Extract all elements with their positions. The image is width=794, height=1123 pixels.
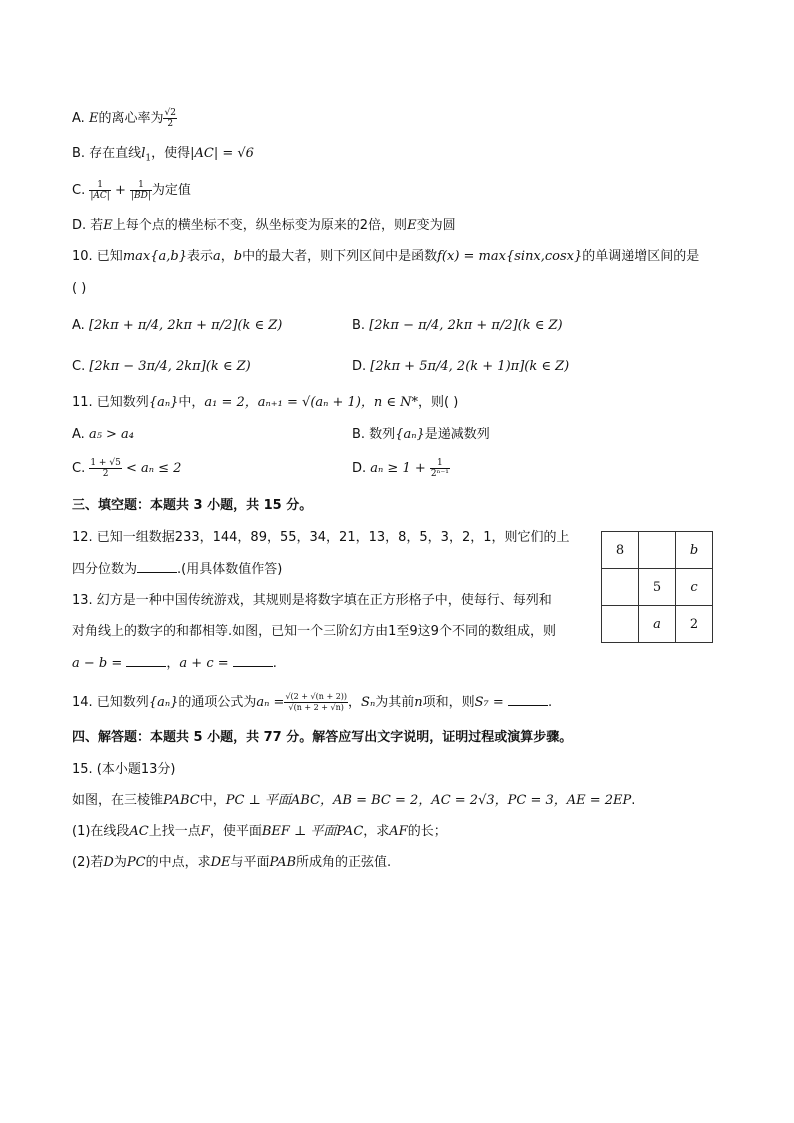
option-label: D. <box>352 359 371 374</box>
option-text: 是递减数列 <box>424 427 490 442</box>
math-expr: [2kπ − 3π/4, 2kπ](k ∈ Z) <box>89 359 251 374</box>
option-text: ，使得 <box>151 146 191 161</box>
magic-square-cell <box>602 569 639 606</box>
q9-option-b <box>72 145 254 168</box>
numerator: √2 <box>164 108 176 118</box>
stem-text: (1)在线段 <box>72 824 130 839</box>
magic-square <box>601 531 713 643</box>
stem-text: (2)若 <box>72 855 104 870</box>
option-text: D. 若 <box>72 218 104 233</box>
section-heading-3: 三、填空题：本题共 3 小题，共 15 分。 <box>72 498 313 513</box>
denominator: |AC| <box>90 191 110 201</box>
option-label: A. <box>72 427 89 442</box>
answer-blank <box>126 654 166 667</box>
fraction <box>89 458 121 479</box>
q15-part1 <box>72 823 447 841</box>
math-var: D <box>103 855 114 870</box>
math-expr: BEF ⊥ 平面PAC <box>261 824 364 839</box>
q11-option-b <box>352 426 490 444</box>
option-text: 变为圆 <box>416 218 456 233</box>
q11-option-d <box>352 458 450 479</box>
q10-stem <box>72 248 699 266</box>
q11-option-a <box>72 426 134 444</box>
stem-text: 的单调递增区间的是 <box>582 249 700 264</box>
magic-square-cell: c <box>676 569 713 606</box>
q15-part2 <box>72 854 391 872</box>
q10-option-a <box>72 317 282 335</box>
magic-square-row <box>602 569 713 606</box>
stem-text: 上找一点 <box>148 824 201 839</box>
math-expr: DE <box>210 855 231 870</box>
stem-text: 中， <box>178 395 205 410</box>
fraction <box>89 180 110 201</box>
math-var: n <box>414 695 423 710</box>
q9-option-d <box>72 217 456 235</box>
math-var: E <box>88 111 99 126</box>
option-label: B. 存在直线 <box>72 146 142 161</box>
math-expr: [2kπ − π/4, 2kπ + π/2](k ∈ Z) <box>369 318 563 333</box>
q12-line2 <box>72 560 282 579</box>
math-expr: S₇ = <box>474 695 504 710</box>
option-label: A. <box>72 318 89 333</box>
q14-stem <box>72 692 552 713</box>
stem-text: ， <box>220 249 234 264</box>
q15-head: 15. (本小题13分) <box>72 762 176 777</box>
math-expr: a₁ = 2，aₙ₊₁ = √(aₙ + 1)，n ∈ N* <box>204 395 419 410</box>
stem-text: 中的最大者，则下列区间中是函数 <box>242 249 438 264</box>
math-var: E <box>103 218 113 233</box>
math-expr: aₙ = <box>256 695 285 710</box>
option-text: 上每个点的横坐标不变，纵坐标变为原来的2倍，则 <box>112 218 408 233</box>
stem-text: .(用具体数值作答) <box>177 562 283 577</box>
stem-text: 11. 已知数列 <box>72 395 149 410</box>
math-var: a <box>212 249 221 264</box>
q9-option-a <box>72 108 177 129</box>
math-expr: Sₙ <box>361 695 376 710</box>
math-expr: < aₙ ≤ 2 <box>125 461 182 476</box>
q12-line1: 12. 已知一组数据233，144，89，55，34，21，13，8，5，3，2，1，则它们的上 <box>72 530 570 545</box>
math-var: l <box>141 146 146 161</box>
option-label: C. <box>72 461 90 476</box>
option-text: 为定值 <box>151 183 191 198</box>
stem-text: . <box>547 695 553 710</box>
math-expr: [2kπ + π/4, 2kπ + π/2](k ∈ Z) <box>88 318 283 333</box>
option-label: B. <box>352 318 370 333</box>
numerator: 1 + √5 <box>90 458 121 468</box>
q9-option-c <box>72 180 191 201</box>
magic-square-cell: a <box>639 606 676 643</box>
stem-text: 的长； <box>407 824 447 839</box>
math-expr: |AC| = √6 <box>190 146 254 161</box>
math-expr: AF <box>389 824 408 839</box>
option-text: 的离心率为 <box>98 111 164 126</box>
q10-option-b <box>352 317 563 335</box>
denominator: 2 <box>167 119 174 129</box>
q15-stem <box>72 792 635 810</box>
stem-text: ，使平面 <box>209 824 262 839</box>
stem-text: 为 <box>113 855 127 870</box>
math-expr: AC <box>129 824 149 839</box>
q13-line1: 13. 幻方是一种中国传统游戏，其规则是将数字填在正方形格子中，使每行、每列和 <box>72 593 552 608</box>
math-expr: [2kπ + 5π/4, 2(k + 1)π](k ∈ Z) <box>370 359 570 374</box>
stem-text: 所成角的正弦值. <box>296 855 392 870</box>
magic-square-cell <box>602 606 639 643</box>
magic-square-cell: 8 <box>602 532 639 569</box>
magic-square-cell: b <box>676 532 713 569</box>
stem-text: ，求 <box>363 824 390 839</box>
option-label: C. <box>72 183 90 198</box>
q10-option-c <box>72 358 251 376</box>
math-expr: a + c = <box>179 656 229 671</box>
math-expr: PC ⊥ 平面ABC，AB = BC = 2，AC = 2√3，PC = 3，AE = 2EP <box>225 793 632 808</box>
stem-text: 项和，则 <box>422 695 475 710</box>
math-expr: {aₙ} <box>148 695 179 710</box>
stem-text: 为其前 <box>375 695 415 710</box>
math-expr: {aₙ} <box>148 395 179 410</box>
math-expr: PC <box>126 855 146 870</box>
numerator: 1 <box>89 180 110 191</box>
stem-text: ，则( ) <box>418 395 459 410</box>
section-heading-4: 四、解答题：本题共 5 小题，共 77 分。解答应写出文字说明，证明过程或演算步骤。 <box>72 730 573 745</box>
fraction <box>163 108 176 129</box>
fraction <box>430 458 450 479</box>
denominator: 2 <box>102 469 109 479</box>
stem-text: 10. 已知 <box>72 249 123 264</box>
option-label: B. 数列 <box>352 427 396 442</box>
math-expr: f(x) = max{sinx,cosx} <box>437 249 583 264</box>
fraction <box>130 180 152 201</box>
math-var: E <box>407 218 417 233</box>
option-label: A. <box>72 111 89 126</box>
magic-square-row <box>602 606 713 643</box>
answer-blank <box>137 560 177 573</box>
math-expr: a₅ > a₄ <box>88 427 135 442</box>
q11-stem <box>72 394 458 412</box>
denominator: 2ⁿ⁻¹ <box>430 469 449 479</box>
math-expr: max{a,b} <box>122 249 187 264</box>
magic-square-cell: 2 <box>676 606 713 643</box>
stem-text: . <box>272 656 277 671</box>
denominator: √(n + 2 + √n) <box>288 703 344 712</box>
denominator: |BD| <box>130 191 151 201</box>
q10-option-d <box>352 358 569 376</box>
stem-text: 如图，在三棱锥 <box>72 793 164 808</box>
math-var: b <box>233 249 243 264</box>
answer-blank <box>233 654 273 667</box>
q13-line3 <box>72 654 277 673</box>
stem-text: 14. 已知数列 <box>72 695 149 710</box>
stem-text: ， <box>348 695 362 710</box>
stem-text: ， <box>166 656 180 671</box>
math-expr: a − b = <box>72 656 123 671</box>
q10-paren: ( ) <box>72 281 87 296</box>
magic-square-cell <box>639 532 676 569</box>
numerator: 1 <box>430 458 450 469</box>
plus-sign: + <box>114 183 126 198</box>
math-expr: PAB <box>269 855 297 870</box>
q11-option-c <box>72 458 181 479</box>
math-expr: {aₙ} <box>395 427 425 442</box>
stem-text: . <box>631 793 636 808</box>
option-label: C. <box>72 359 90 374</box>
subscript: 1 <box>145 153 152 164</box>
stem-text: 四分位数为 <box>72 562 138 577</box>
math-var: F <box>200 824 210 839</box>
fraction <box>284 692 348 713</box>
stem-text: 与平面 <box>230 855 270 870</box>
answer-blank <box>508 693 548 706</box>
math-expr: aₙ ≥ 1 + <box>370 461 426 476</box>
magic-square-row <box>602 532 713 569</box>
numerator: 1 <box>130 180 152 191</box>
stem-text: 表示 <box>186 249 213 264</box>
q13-line2: 对角线上的数字的和都相等.如图，已知一个三阶幻方由1至9这9个不同的数组成，则 <box>72 624 556 639</box>
math-expr: PABC <box>163 793 200 808</box>
numerator: √(2 + √(n + 2)) <box>285 692 348 701</box>
magic-square-cell: 5 <box>639 569 676 606</box>
stem-text: 的中点，求 <box>145 855 211 870</box>
stem-text: 的通项公式为 <box>178 695 257 710</box>
stem-text: 中， <box>199 793 226 808</box>
option-label: D. <box>352 461 371 476</box>
